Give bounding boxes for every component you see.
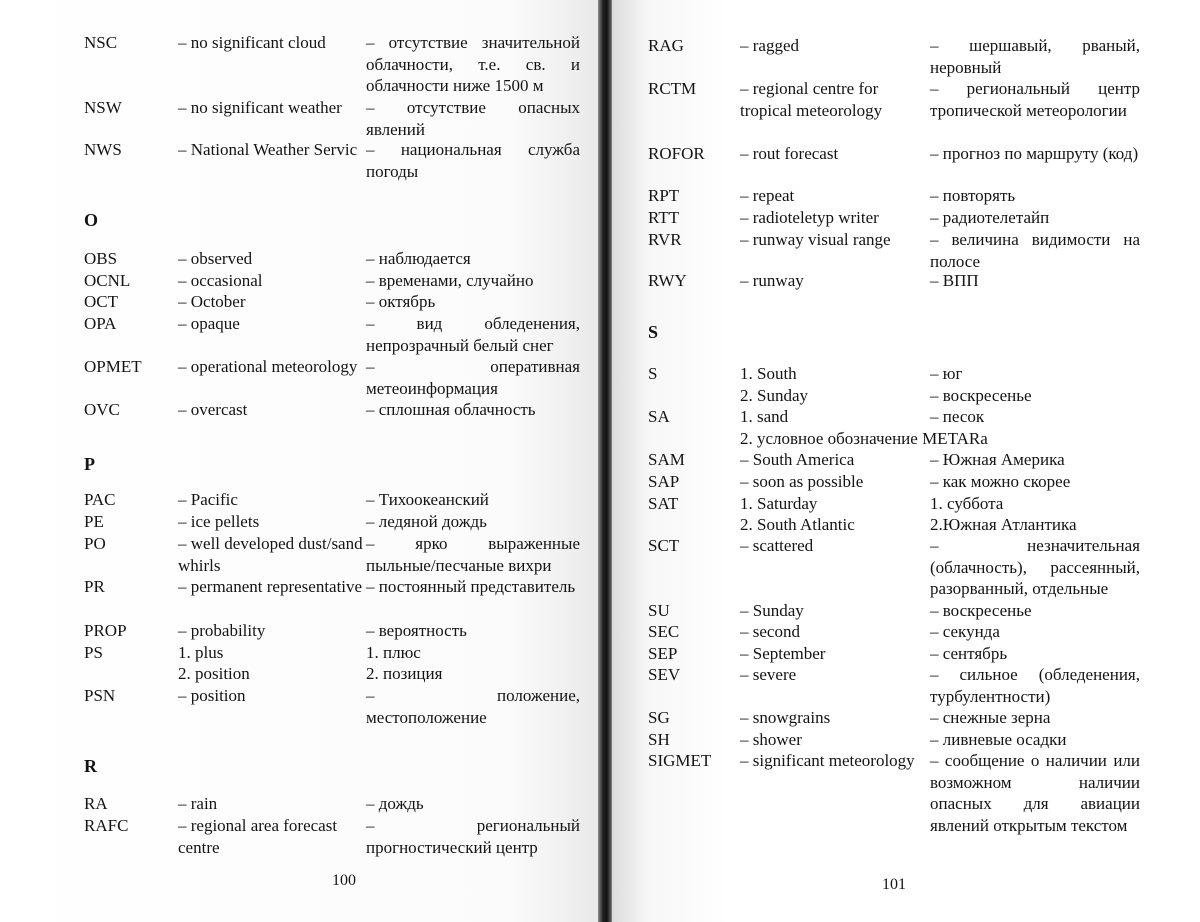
entry-russian: 2.Южная Атлантика [930, 515, 1077, 534]
entry-abbreviation: SU [648, 601, 670, 620]
entry-russian: – юг [930, 364, 963, 383]
entry-russian: – региональный прогностический центр [366, 816, 580, 857]
entry-russian: – региональный центр тропической метеорологии [930, 79, 1140, 120]
right-page [612, 0, 1200, 922]
entry-abbreviation: SA [648, 407, 670, 426]
entry-abbreviation: RTT [648, 208, 680, 227]
entry-abbreviation: RPT [648, 186, 680, 205]
entry-abbreviation: OCNL [84, 271, 131, 290]
entry-english: – shower [740, 730, 802, 749]
entry-abbreviation: SAP [648, 472, 680, 491]
entry-abbreviation: RAFC [84, 816, 129, 835]
entry-abbreviation: SEP [648, 644, 678, 663]
entry-russian: – шершавый, рваный, неровный [930, 36, 1140, 77]
entry-english: – snowgrains [740, 708, 831, 727]
entry-english: – probability [178, 621, 266, 640]
entry-english: 2. South Atlantic [740, 515, 855, 534]
entry-russian: – снежные зерна [930, 708, 1051, 727]
entry-abbreviation: PE [84, 512, 104, 531]
entry-russian: – положение, местоположение [366, 686, 580, 727]
entry-abbreviation: OVC [84, 400, 120, 419]
entry-russian: – ВПП [930, 271, 979, 290]
entry-russian: – дождь [366, 794, 424, 813]
entry-english: – repeat [740, 186, 795, 205]
entry-abbreviation: OCT [84, 292, 118, 311]
entry-russian: – радиотелетайп [930, 208, 1050, 227]
entry-abbreviation: RCTM [648, 79, 697, 98]
entry-english: – scattered [740, 536, 814, 555]
entry-english: – radioteletyp writer [740, 208, 879, 227]
entry-english: – South America [740, 450, 855, 469]
entry-english: – October [178, 292, 246, 311]
entry-english: – no significant weather [178, 98, 342, 117]
entry-english: – runway [740, 271, 804, 290]
entry-abbreviation: SAT [648, 494, 679, 513]
entry-russian: – секунда [930, 622, 1000, 641]
entry-russian: – наблюдается [366, 249, 471, 268]
entry-abbreviation: PAC [84, 490, 116, 509]
entry-abbreviation: NWS [84, 140, 122, 159]
entry-russian: 1. плюс [366, 643, 421, 662]
entry-english: – September [740, 644, 826, 663]
entry-abbreviation: SAM [648, 450, 685, 469]
entry-english: 1. plus [178, 643, 224, 662]
entry-english: – rout forecast [740, 144, 839, 163]
entry-english: 1. Saturday [740, 494, 818, 513]
entry-english: 2. Sunday [740, 386, 808, 405]
entry-russian: – сплошная облачность [366, 400, 536, 419]
section-letter: O [84, 210, 99, 230]
entry-english: – operational meteorology [178, 357, 358, 376]
entry-abbreviation: PSN [84, 686, 116, 705]
entry-abbreviation: SCT [648, 536, 680, 555]
entry-english: – occasional [178, 271, 263, 290]
page-number-left: 100 [332, 872, 356, 889]
entry-abbreviation: OBS [84, 249, 118, 268]
entry-english: – Sunday [740, 601, 804, 620]
entry-english: – well developed dust/sand whirls [178, 534, 363, 575]
entry-russian: – песок [930, 407, 985, 426]
entry-russian: – вид обледенения, непрозрачный белый снег [366, 314, 580, 355]
entry-abbreviation: SIGMET [648, 751, 712, 770]
entry-english: – ragged [740, 36, 800, 55]
entry-abbreviation: SEV [648, 665, 681, 684]
entry-abbreviation: RA [84, 794, 108, 813]
entry-abbreviation: PO [84, 534, 106, 553]
entry-english: – regional area forecast centre [178, 816, 338, 857]
entry-english: – second [740, 622, 800, 641]
entry-abbreviation: OPMET [84, 357, 142, 376]
entry-abbreviation: SG [648, 708, 670, 727]
entry-russian: 1. суббота [930, 494, 1004, 513]
entry-english: – severe [740, 665, 797, 684]
entry-abbreviation: RAG [648, 36, 684, 55]
entry-english: – opaque [178, 314, 240, 333]
entry-english: – position [178, 686, 246, 705]
entry-english: – significant meteorology [740, 751, 915, 770]
entry-russian: – Тихоокеанский [366, 490, 489, 509]
entry-abbreviation: NSC [84, 33, 118, 52]
section-letter: P [84, 454, 95, 474]
entry-abbreviation: PS [84, 643, 103, 662]
entry-abbreviation: RWY [648, 271, 687, 290]
entry-russian: – воскресенье [930, 386, 1032, 405]
entry-english: – permanent representative [178, 577, 363, 596]
entry-russian: 2. позиция [366, 664, 443, 683]
entry-english: – Pacific [178, 490, 238, 509]
entry-russian: – величина видимости на полосе [930, 230, 1140, 271]
entry-english: – ice pellets [178, 512, 260, 531]
entry-english: – soon as possible [740, 472, 864, 491]
entry-russian: – незначительная (облачность), рассеянный, разорванный, отдельные [930, 536, 1140, 598]
entry-russian: – октябрь [366, 292, 436, 311]
entry-russian: – вероятность [366, 621, 467, 640]
entry-russian: – ярко выраженные пыльные/песчаные вихри [366, 534, 580, 575]
entry-english: – observed [178, 249, 253, 268]
entry-russian: – как можно скорее [930, 472, 1071, 491]
entry-abbreviation: OPA [84, 314, 117, 333]
entry-russian: – национальная служба погоды [366, 140, 580, 181]
entry-russian: – воскресенье [930, 601, 1032, 620]
entry-abbreviation: PR [84, 577, 105, 596]
entry-english: – overcast [178, 400, 248, 419]
entry-russian: – временами, случайно [366, 271, 534, 290]
entry-english: – National Weather Servic [178, 140, 358, 159]
entry-abbreviation: S [648, 364, 658, 383]
entry-english: – runway visual range [740, 230, 891, 249]
entry-russian: – отсутствие опасных явлений [366, 98, 580, 139]
entry-russian: – Южная Америка [930, 450, 1065, 469]
entry-russian: – постоянный представитель [366, 577, 576, 596]
entry-russian: – повторять [930, 186, 1016, 205]
entry-english: 2. условное обозначение METARa [740, 429, 988, 448]
entry-english: 2. position [178, 664, 250, 683]
entry-english: – regional centre for tropical meteorology [740, 79, 883, 120]
entry-english: – rain [178, 794, 218, 813]
entry-abbreviation: NSW [84, 98, 122, 117]
entry-russian: – сентябрь [930, 644, 1008, 663]
entry-english: 1. sand [740, 407, 789, 426]
entry-english: – no significant cloud [178, 33, 326, 52]
entry-russian: – отсутствие значительной облачности, т.е. св. и облачности ниже 1500 м [366, 33, 580, 95]
entry-abbreviation: RVR [648, 230, 682, 249]
entry-russian: – оперативная метеоинформация [366, 357, 580, 398]
entry-russian: – сообщение о наличии или возможном наличии опасных для авиации явлений открытым текстом [930, 751, 1140, 835]
entry-russian: – ледяной дождь [366, 512, 487, 531]
entry-russian: – прогноз по маршруту (код) [930, 144, 1139, 163]
entry-abbreviation: PROP [84, 621, 127, 640]
section-letter: S [648, 322, 659, 342]
section-letter: R [84, 756, 97, 776]
page-number-right: 101 [882, 876, 906, 893]
entry-russian: – сильное (обледенения, турбулентности) [930, 665, 1140, 706]
entry-english: 1. South [740, 364, 797, 383]
entry-russian: – ливневые осадки [930, 730, 1067, 749]
entry-abbreviation: SH [648, 730, 670, 749]
entry-abbreviation: SEC [648, 622, 680, 641]
entry-abbreviation: ROFOR [648, 144, 705, 163]
